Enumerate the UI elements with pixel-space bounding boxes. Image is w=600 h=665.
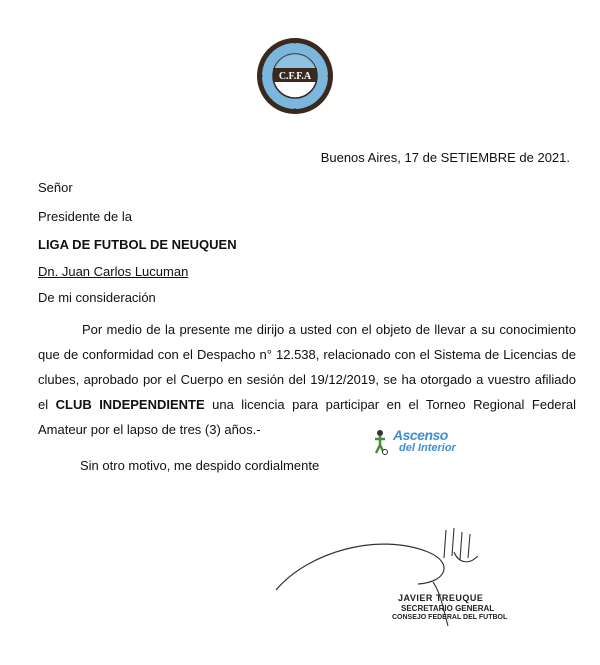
recipient-name: Dn. Juan Carlos Lucuman bbox=[38, 264, 189, 279]
recipient-org: LIGA DE FUTBOL DE NEUQUEN bbox=[38, 237, 237, 252]
closing-line: Sin otro motivo, me despido cordialmente bbox=[80, 458, 320, 473]
body-club-name: CLUB INDEPENDIENTE bbox=[55, 397, 205, 412]
letter-body bbox=[38, 317, 576, 442]
letter-date: Buenos Aires, 17 de SETIEMBRE de 2021. bbox=[320, 150, 570, 165]
signatory-name: JAVIER TREUQUE bbox=[398, 593, 484, 603]
greeting: De mi consideración bbox=[38, 290, 156, 305]
banner-line-1: Ascenso bbox=[393, 427, 448, 443]
signatory-org: CONSEJO FEDERAL DEL FUTBOL bbox=[392, 614, 508, 621]
ascenso-banner bbox=[369, 427, 459, 457]
signatory-role: SECRETARIO GENERAL bbox=[401, 604, 495, 613]
salutation: Señor bbox=[38, 180, 73, 195]
logo-text: C.F.F.A bbox=[278, 71, 312, 82]
body-part-1: Por medio de la presente me dirijo a usted con el objeto de llevar a su conocimiento que de conformidad con el Despacho n° 12.538, relacionado con el Sistema de Licencias de clubes, aprobado por el Cuerpo en sesión del 19/12/2019, se ha otorgado a vuestro afiliado el bbox=[38, 322, 576, 412]
recipient-title: Presidente de la bbox=[38, 209, 132, 224]
cffa-logo bbox=[255, 36, 335, 116]
body-part-2: una licencia para participar en el Torneo Regional Federal Amateur por el lapso de tres (3) años.- bbox=[38, 397, 576, 437]
banner-line-2: del Interior bbox=[399, 442, 456, 454]
soccer-player-icon bbox=[372, 429, 388, 455]
